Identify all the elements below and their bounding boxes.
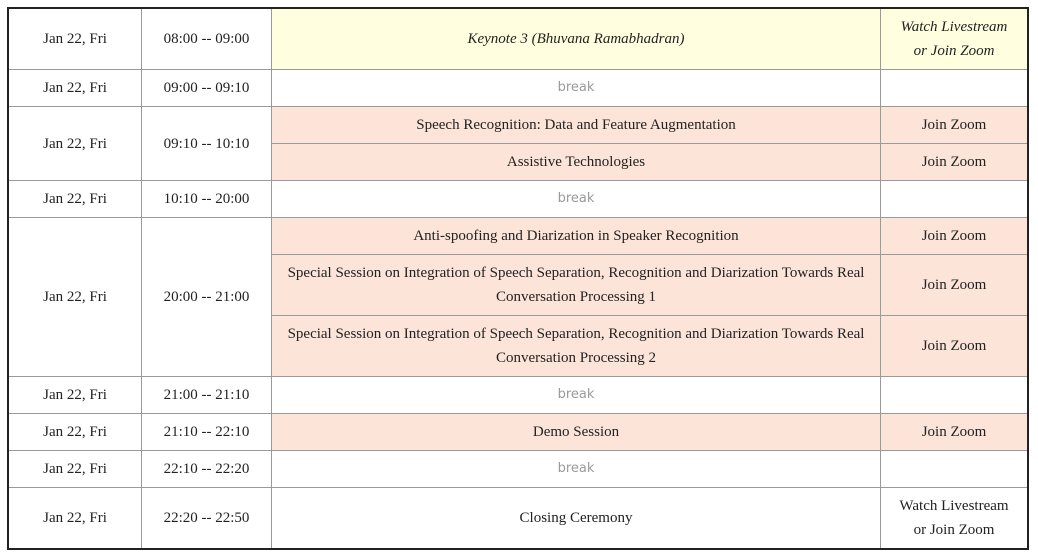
table-row <box>9 488 1028 549</box>
join-zoom-link[interactable]: Join Zoom <box>881 255 1028 316</box>
table-row <box>9 451 1028 488</box>
watch-livestream-link[interactable]: Watch Livestream <box>900 19 1008 35</box>
date-cell: Jan 22, Fri <box>9 218 142 377</box>
session-title: Special Session on Integration of Speech Separation, Recognition and Diarization Towards Real Conversation Processing 1 <box>272 255 881 316</box>
table-row <box>9 377 1028 414</box>
table-row <box>9 107 1028 144</box>
link-cell <box>881 377 1028 414</box>
time-cell: 08:00 -- 09:00 <box>142 9 272 70</box>
table-row <box>9 414 1028 451</box>
link-cell <box>881 9 1028 70</box>
schedule-table <box>8 8 1028 549</box>
link-cell <box>881 451 1028 488</box>
date-cell: Jan 22, Fri <box>9 451 142 488</box>
time-cell: 21:00 -- 21:10 <box>142 377 272 414</box>
date-cell: Jan 22, Fri <box>9 377 142 414</box>
date-cell: Jan 22, Fri <box>9 70 142 107</box>
join-zoom-link[interactable]: Join Zoom <box>881 218 1028 255</box>
break-label: break <box>272 377 881 414</box>
join-zoom-link[interactable]: Join Zoom <box>881 414 1028 451</box>
time-cell: 22:10 -- 22:20 <box>142 451 272 488</box>
break-label: break <box>272 70 881 107</box>
break-label: break <box>272 451 881 488</box>
closing-title: Closing Ceremony <box>272 488 881 549</box>
time-cell: 21:10 -- 22:10 <box>142 414 272 451</box>
join-zoom-link[interactable]: Join Zoom <box>881 144 1028 181</box>
time-cell: 20:00 -- 21:00 <box>142 218 272 377</box>
session-title: Special Session on Integration of Speech Separation, Recognition and Diarization Towards Real Conversation Processing 2 <box>272 316 881 377</box>
date-cell: Jan 22, Fri <box>9 181 142 218</box>
session-title: Demo Session <box>272 414 881 451</box>
join-zoom-link[interactable]: Join Zoom <box>881 316 1028 377</box>
link-cell <box>881 70 1028 107</box>
time-cell: 09:00 -- 09:10 <box>142 70 272 107</box>
keynote-title: Keynote 3 (Bhuvana Ramabhadran) <box>272 9 881 70</box>
join-zoom-link[interactable]: or Join Zoom <box>913 43 995 59</box>
session-title: Speech Recognition: Data and Feature Augmentation <box>272 107 881 144</box>
date-cell: Jan 22, Fri <box>9 107 142 181</box>
link-cell <box>881 488 1028 549</box>
table-row <box>9 181 1028 218</box>
time-cell: 22:20 -- 22:50 <box>142 488 272 549</box>
date-cell: Jan 22, Fri <box>9 488 142 549</box>
table-row <box>9 218 1028 255</box>
session-title: Anti-spoofing and Diarization in Speaker Recognition <box>272 218 881 255</box>
join-zoom-link[interactable]: or Join Zoom <box>913 522 995 538</box>
link-cell <box>881 181 1028 218</box>
time-cell: 09:10 -- 10:10 <box>142 107 272 181</box>
time-cell: 10:10 -- 20:00 <box>142 181 272 218</box>
table-row <box>9 70 1028 107</box>
table-row <box>9 9 1028 70</box>
join-zoom-link[interactable]: Join Zoom <box>881 107 1028 144</box>
break-label: break <box>272 181 881 218</box>
session-title: Assistive Technologies <box>272 144 881 181</box>
watch-livestream-link[interactable]: Watch Livestream <box>899 498 1009 514</box>
date-cell: Jan 22, Fri <box>9 414 142 451</box>
date-cell: Jan 22, Fri <box>9 9 142 70</box>
